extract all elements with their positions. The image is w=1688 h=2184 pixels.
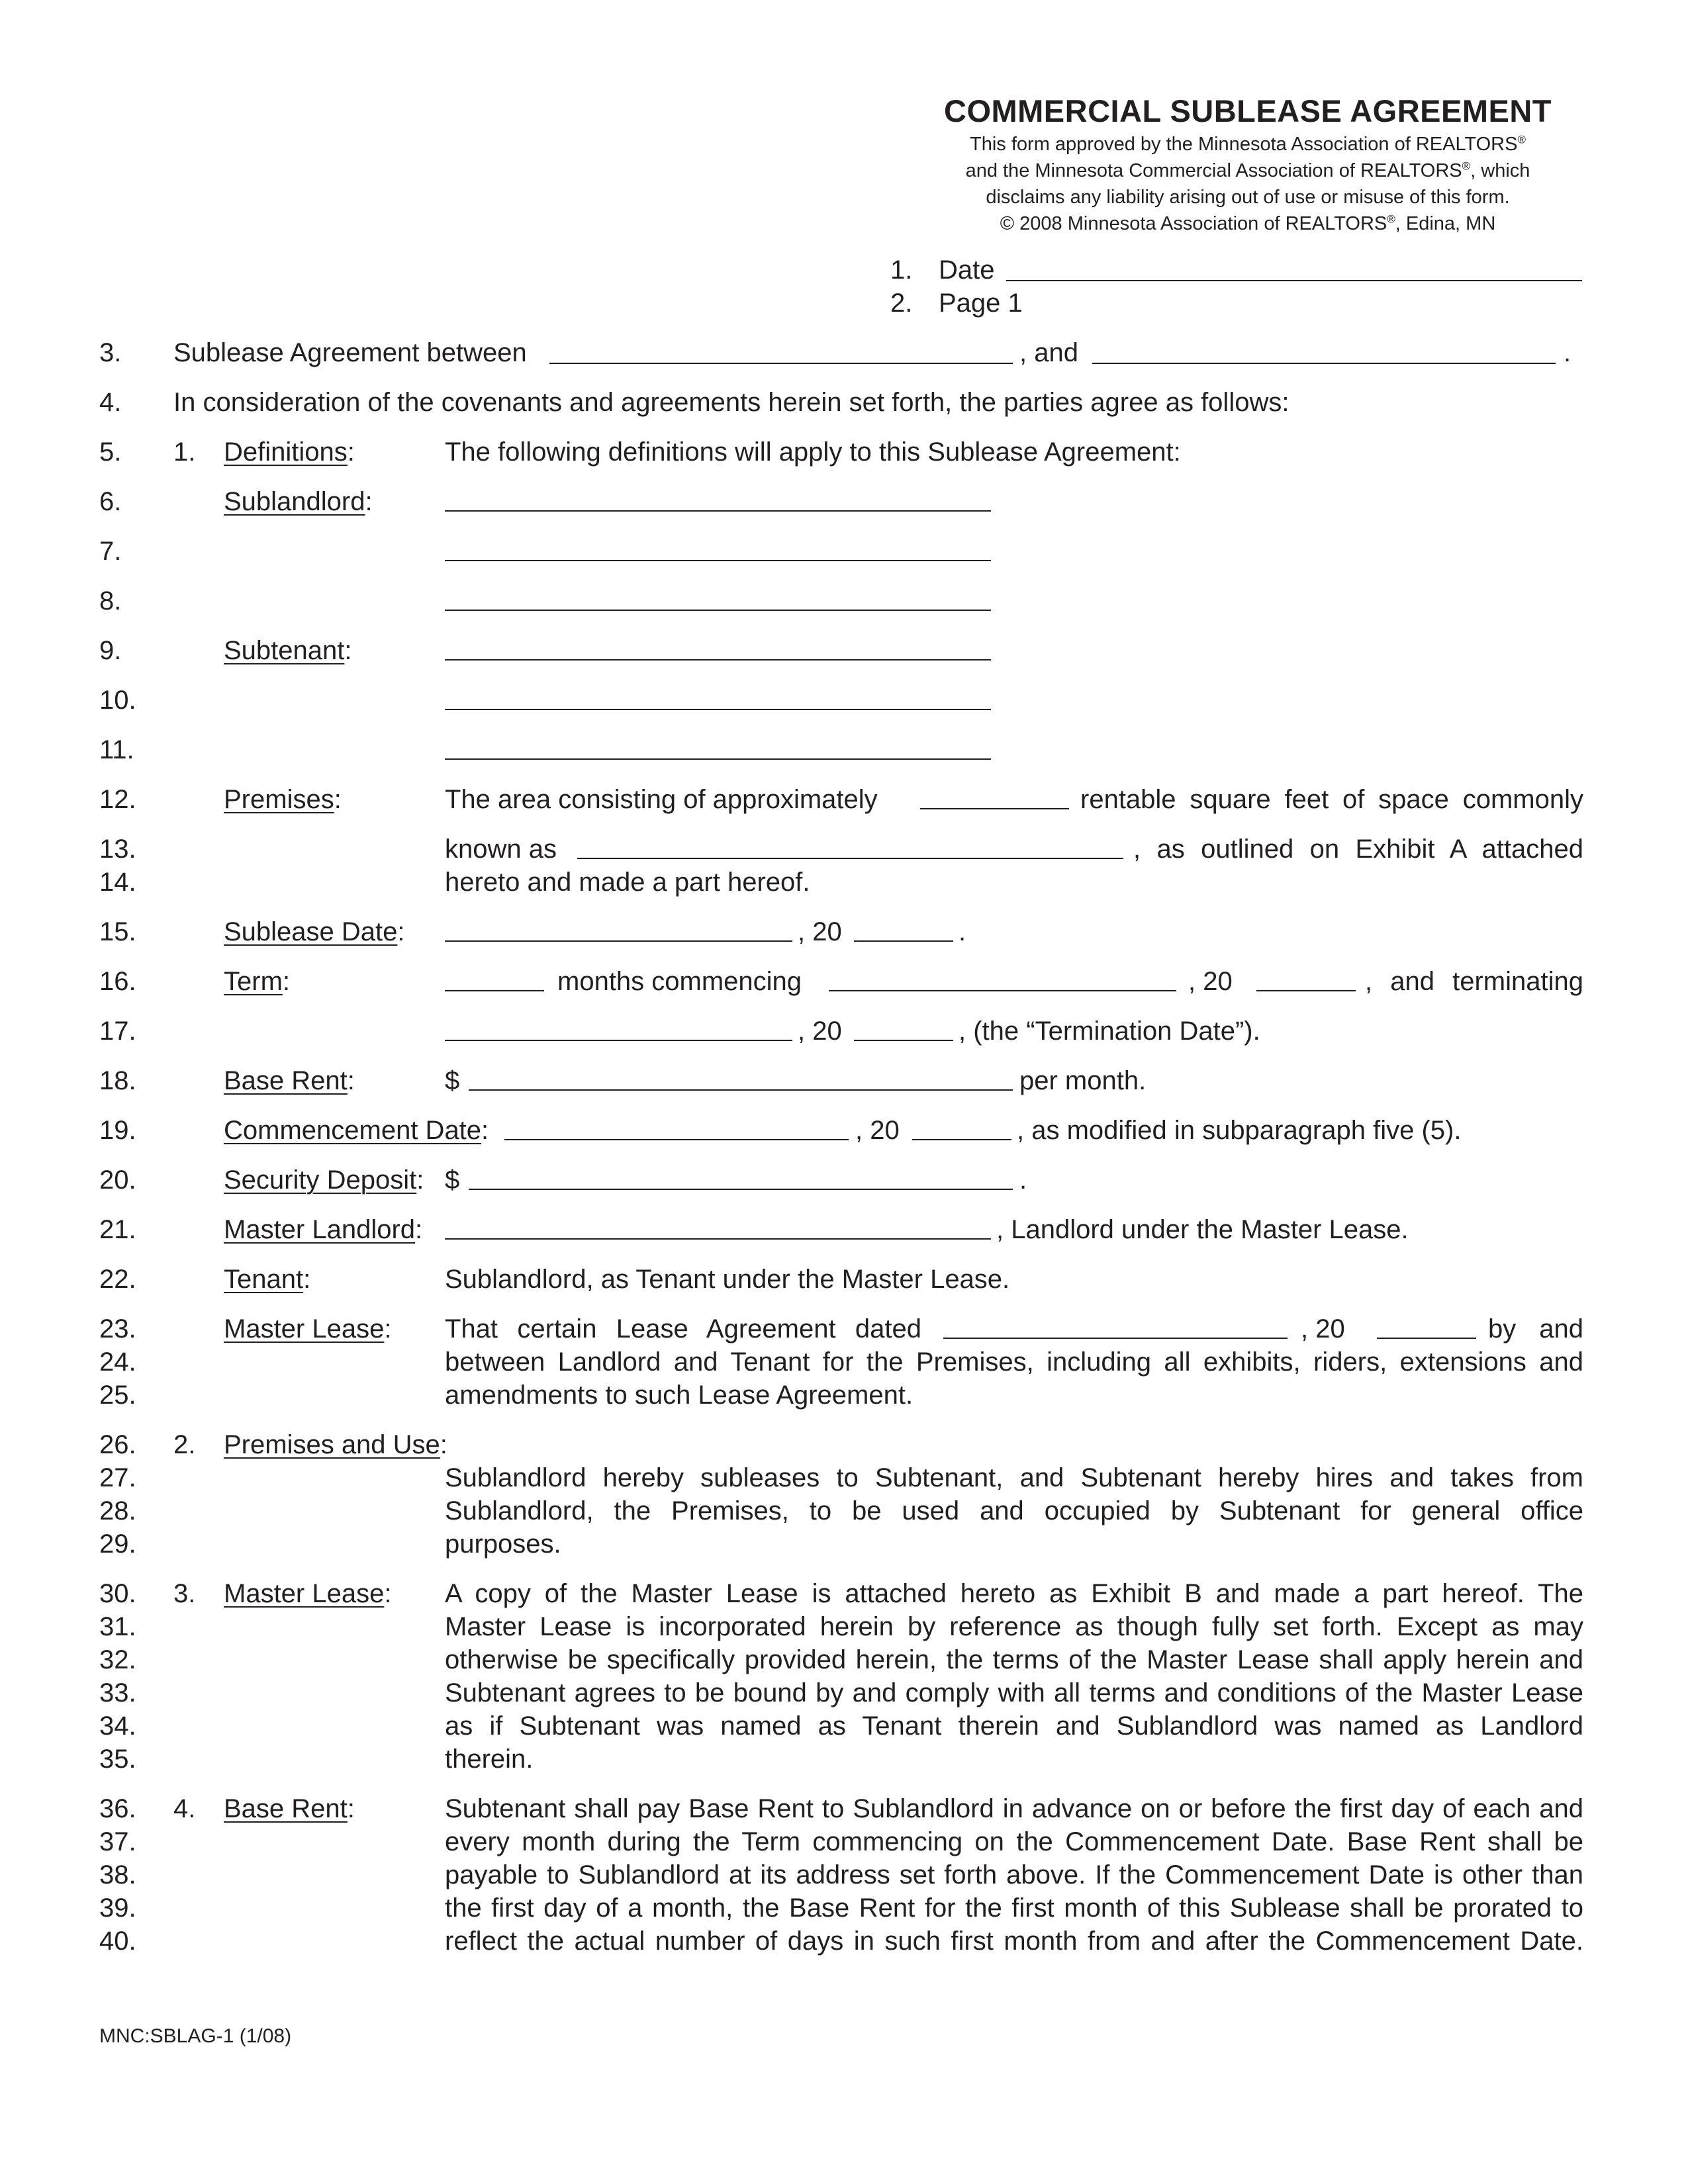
line-number: 21. <box>99 1215 136 1244</box>
master-lease-definition: between Landlord and Tenant for the Premises, including all exhibits, riders, extensions and amendments to such Lease Agreement. <box>445 1347 1583 1410</box>
line-number: 29. <box>99 1529 136 1559</box>
line-number: 5. <box>99 437 122 467</box>
sublease-date-field[interactable] <box>445 940 792 942</box>
line-number: 17. <box>99 1017 136 1046</box>
tenant-text: Sublandlord, as Tenant under the Master Lease. <box>445 1265 1010 1294</box>
form-code: MNC:SBLAG-1 (1/08) <box>99 2025 292 2047</box>
premises-term: Premises: <box>224 785 342 814</box>
line-number: 9. <box>99 636 122 665</box>
commencing-year-field[interactable] <box>1256 990 1356 991</box>
line-number: 24. <box>99 1347 136 1377</box>
master-lease-term: Master Lease: <box>224 1314 392 1343</box>
commencement-date-field[interactable] <box>504 1139 849 1140</box>
and-label: , and <box>1019 338 1078 367</box>
by-and-label: by and <box>1488 1314 1583 1343</box>
sublease-between-label: Sublease Agreement between <box>173 338 527 367</box>
modified-label: , as modified in subparagraph five (5). <box>1017 1116 1462 1145</box>
term-months-field[interactable] <box>445 990 544 991</box>
sublease-date-term: Sublease Date: <box>224 917 405 946</box>
master-lease-heading: Master Lease: <box>224 1579 392 1608</box>
comma-20: , 20 <box>798 1017 842 1046</box>
premises-text-a: The area consisting of approximately <box>445 785 878 814</box>
section-number: 1. <box>173 437 196 467</box>
base-rent-field[interactable] <box>469 1089 1013 1091</box>
line-number: 34. <box>99 1711 136 1741</box>
line-number: 16. <box>99 967 136 996</box>
period: . <box>1564 338 1571 367</box>
master-landlord-field[interactable] <box>445 1238 991 1240</box>
line-number: 18. <box>99 1066 136 1095</box>
sublandlord-field-2[interactable] <box>445 560 991 561</box>
line-number: 23. <box>99 1314 136 1343</box>
section-number: 3. <box>173 1579 196 1608</box>
security-deposit-field[interactable] <box>469 1189 1013 1190</box>
line-number: 25. <box>99 1381 136 1410</box>
known-as-field[interactable] <box>577 858 1123 859</box>
line-number: 40. <box>99 1927 136 1956</box>
per-month-label: per month. <box>1019 1066 1147 1095</box>
premises-text-b: rentable square feet of space commonly <box>1080 785 1583 814</box>
commencement-year-field[interactable] <box>912 1139 1011 1140</box>
sublease-year-field[interactable] <box>854 940 953 942</box>
commencing-date-field[interactable] <box>829 990 1176 991</box>
line-number: 19. <box>99 1116 136 1145</box>
period: . <box>1019 1165 1027 1195</box>
comma-20: , 20 <box>798 917 842 946</box>
date-field[interactable] <box>1006 280 1582 281</box>
term-term: Term: <box>224 967 291 996</box>
line-number: 22. <box>99 1265 136 1294</box>
line-number: 27. <box>99 1463 136 1492</box>
definitions-heading: Definitions: <box>224 437 355 467</box>
known-as-label: known as <box>445 835 557 864</box>
line-number: 3. <box>99 338 122 367</box>
comma-20: , 20 <box>1188 967 1233 996</box>
line-number: 6. <box>99 487 122 516</box>
tenant-term: Tenant: <box>224 1265 311 1294</box>
consideration-text: In consideration of the covenants and agreements herein set forth, the parties agree as follows: <box>173 388 1289 417</box>
line-number: 20. <box>99 1165 136 1195</box>
master-lease-paragraph: A copy of the Master Lease is attached hereto as Exhibit B and made a part hereof. The Master Lease is incorporated herein by reference as though fully set forth. Except as may otherwise be specifically provided herein, the terms of the Master Lease shall apply herein and Subtenant agrees to be bound by and comply with all terms and conditions of the Master Lease as if Subtenant was named as Tenant therein and Sublandlord was named as Landlord therein. <box>445 1579 1583 1774</box>
premises-and-use-paragraph: Sublandlord hereby subleases to Subtenant, and Subtenant hereby hires and takes from Sublandlord, the Premises, to be used and occupied by Subtenant for general office purposes. <box>445 1463 1583 1559</box>
comma-20: , 20 <box>1301 1314 1345 1343</box>
subtenant-field-2[interactable] <box>445 709 991 710</box>
line-number: 31. <box>99 1612 136 1641</box>
line-number: 1. <box>890 255 913 285</box>
line-number: 4. <box>99 388 122 417</box>
line-number: 36. <box>99 1794 136 1823</box>
line-number: 38. <box>99 1860 136 1889</box>
commencement-date-term: Commencement Date: <box>224 1116 489 1145</box>
comma-20: , 20 <box>855 1116 900 1145</box>
line-number: 8. <box>99 586 122 615</box>
base-rent-term: Base Rent: <box>224 1066 355 1095</box>
sublandlord-field-1[interactable] <box>445 510 991 512</box>
section-number: 2. <box>173 1430 196 1459</box>
exhibit-a-text: , as outlined on Exhibit A attached <box>1133 835 1583 864</box>
dollar-sign: $ <box>445 1066 460 1095</box>
subtenant-field-1[interactable] <box>445 659 991 660</box>
premises-and-use-heading: Premises and Use: <box>224 1430 447 1459</box>
lease-dated-label: That certain Lease Agreement dated <box>445 1314 921 1343</box>
line-number: 14. <box>99 868 136 897</box>
page-label: Page 1 <box>939 289 1023 318</box>
and-terminating-label: , and terminating <box>1365 967 1583 996</box>
termination-date-label: , (the “Termination Date”). <box>959 1017 1260 1046</box>
line-number: 30. <box>99 1579 136 1608</box>
period: . <box>959 917 966 946</box>
line-number: 10. <box>99 686 136 715</box>
master-landlord-term: Master Landlord: <box>224 1215 423 1244</box>
lease-year-field[interactable] <box>1377 1338 1476 1339</box>
party-one-field[interactable] <box>549 363 1013 364</box>
line-number: 26. <box>99 1430 136 1459</box>
sublandlord-term: Sublandlord: <box>224 487 373 516</box>
base-rent-paragraph: Subtenant shall pay Base Rent to Sublandlord in advance on or before the first day of each and every month during the Term commencing on the Commencement Date. Base Rent shall be payable to Sublandlord at its address set forth above. If the Commencement Date is other than the first day of a month, the Base Rent for the first month of this Sublease shall be prorated to reflect the actual number of days in such first month from and after the Commencement Date. <box>445 1794 1583 1956</box>
base-rent-heading: Base Rent: <box>224 1794 355 1823</box>
sublandlord-field-3[interactable] <box>445 610 991 611</box>
form-approval-notice: This form approved by the Minnesota Association of REALTORS® and the Minnesota Commercial Association of REALTORS®, which disclaims any liability arising out of use or misuse of this form. © 2008 Minnesota Association of REALTORS®, Edina, MN <box>965 133 1530 234</box>
master-landlord-text: , Landlord under the Master Lease. <box>996 1215 1409 1244</box>
line-number: 12. <box>99 785 136 814</box>
termination-year-field[interactable] <box>854 1040 953 1041</box>
line-number: 33. <box>99 1678 136 1707</box>
subtenant-field-3[interactable] <box>445 758 991 760</box>
termination-date-field[interactable] <box>445 1040 792 1041</box>
line-number: 37. <box>99 1827 136 1856</box>
line-number: 11. <box>99 735 134 764</box>
premises-text-c: hereto and made a part hereof. <box>445 868 810 897</box>
subtenant-term: Subtenant: <box>224 636 352 665</box>
lease-dated-field[interactable] <box>943 1338 1288 1339</box>
line-number: 28. <box>99 1496 136 1525</box>
line-number: 35. <box>99 1745 136 1774</box>
line-number: 2. <box>890 289 913 318</box>
line-number: 13. <box>99 835 136 864</box>
date-label: Date <box>939 255 995 285</box>
security-deposit-term: Security Deposit: <box>224 1165 424 1195</box>
line-number: 7. <box>99 537 122 566</box>
line-number: 15. <box>99 917 136 946</box>
definitions-intro: The following definitions will apply to this Sublease Agreement: <box>445 437 1181 467</box>
party-two-field[interactable] <box>1092 363 1556 364</box>
square-feet-field[interactable] <box>920 808 1069 809</box>
line-number: 39. <box>99 1893 136 1923</box>
form-title: COMMERCIAL SUBLEASE AGREEMENT <box>944 93 1552 128</box>
line-number: 32. <box>99 1645 136 1674</box>
months-commencing-label: months commencing <box>557 967 802 996</box>
dollar-sign: $ <box>445 1165 460 1195</box>
section-number: 4. <box>173 1794 196 1823</box>
